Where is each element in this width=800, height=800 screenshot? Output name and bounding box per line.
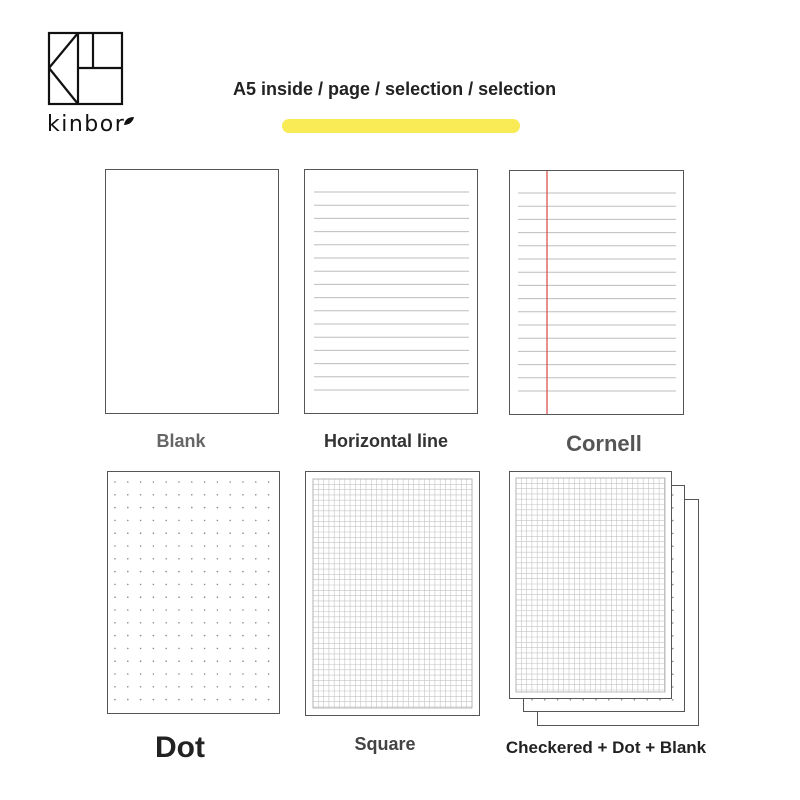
grid-dot: [165, 532, 167, 534]
grid-dot: [114, 532, 116, 534]
grid-dot: [178, 660, 180, 662]
grid-dot: [229, 635, 231, 637]
grid-dot: [217, 699, 219, 701]
grid-dot: [217, 571, 219, 573]
grid-dot: [217, 660, 219, 662]
grid-dot: [242, 545, 244, 547]
grid-dot: [178, 596, 180, 598]
grid-dot: [127, 622, 129, 624]
grid-dot: [217, 622, 219, 624]
grid-dot: [672, 686, 674, 688]
grid-dot: [140, 686, 142, 688]
grid-dot: [178, 545, 180, 547]
grid-dot: [204, 622, 206, 624]
grid-dot: [255, 481, 257, 483]
grid-dot: [140, 699, 142, 701]
grid-dot: [229, 686, 231, 688]
grid-dot: [255, 622, 257, 624]
grid-dot: [204, 596, 206, 598]
grid-dot: [153, 571, 155, 573]
grid-dot: [114, 584, 116, 586]
grid-dot: [255, 596, 257, 598]
grid-dot: [140, 609, 142, 611]
grid-dot: [153, 673, 155, 675]
grid-dot: [191, 622, 193, 624]
grid-dot: [178, 507, 180, 509]
grid-dot: [229, 545, 231, 547]
grid-dot: [165, 699, 167, 701]
grid-dot: [140, 507, 142, 509]
square-label: Square: [354, 734, 416, 754]
grid-dot: [178, 520, 180, 522]
grid-dot: [153, 699, 155, 701]
grid-dot: [191, 545, 193, 547]
grid-dot: [217, 494, 219, 496]
grid-dot: [217, 686, 219, 688]
grid-dot: [140, 545, 142, 547]
grid-dot: [165, 481, 167, 483]
cornell-lines: [510, 171, 683, 414]
checkered-page-stack-sample: [509, 471, 672, 699]
grid-dot: [114, 648, 116, 650]
grid-dot: [191, 596, 193, 598]
grid-dot: [191, 558, 193, 560]
cornell-page-sample: [509, 170, 684, 415]
grid-dot: [153, 532, 155, 534]
grid-dot: [242, 635, 244, 637]
grid-dot: [140, 673, 142, 675]
grid-dot: [204, 660, 206, 662]
grid-dot: [165, 545, 167, 547]
grid-dot: [672, 507, 674, 509]
grid-dot: [242, 584, 244, 586]
ruled-lines: [305, 170, 477, 413]
grid-dot: [178, 635, 180, 637]
page-title: A5 inside / page / selection / selection: [233, 79, 557, 99]
grid-dot: [153, 545, 155, 547]
grid-dot: [268, 481, 270, 483]
grid-dot: [229, 609, 231, 611]
grid-dot: [114, 558, 116, 560]
grid-dot: [217, 635, 219, 637]
grid-dot: [204, 507, 206, 509]
grid-dot: [127, 494, 129, 496]
grid-dot: [165, 520, 167, 522]
grid-dot: [191, 673, 193, 675]
grid-dot: [242, 596, 244, 598]
grid-dot: [255, 673, 257, 675]
grid-dot: [140, 520, 142, 522]
grid-dot: [672, 609, 674, 611]
grid-dot: [672, 648, 674, 650]
grid-dot: [165, 571, 167, 573]
grid-dot: [204, 481, 206, 483]
grid-dot: [204, 699, 206, 701]
grid-dot: [255, 494, 257, 496]
grid-dot: [229, 699, 231, 701]
grid-dot: [153, 494, 155, 496]
grid-dot: [165, 507, 167, 509]
grid-dot: [127, 532, 129, 534]
grid-dot: [242, 507, 244, 509]
grid-dot: [127, 686, 129, 688]
grid-dot: [178, 673, 180, 675]
grid-dot: [255, 571, 257, 573]
grid-dot: [204, 635, 206, 637]
grid-dot: [127, 673, 129, 675]
grid-dot: [268, 558, 270, 560]
grid-dot: [255, 545, 257, 547]
grid-dot: [268, 622, 270, 624]
grid-dot: [127, 507, 129, 509]
grid-dot: [229, 648, 231, 650]
grid-dot: [165, 596, 167, 598]
grid-dot: [672, 520, 674, 522]
grid-dot: [229, 558, 231, 560]
grid-dot: [672, 635, 674, 637]
grid-dot: [229, 571, 231, 573]
grid-dot: [672, 673, 674, 675]
grid-dot: [204, 673, 206, 675]
grid-dot: [191, 699, 193, 701]
grid-dot: [204, 609, 206, 611]
grid-dot: [268, 596, 270, 598]
grid-dot: [178, 571, 180, 573]
grid-dot: [672, 622, 674, 624]
grid-dot: [114, 699, 116, 701]
grid-dot: [165, 609, 167, 611]
grid-dot: [204, 686, 206, 688]
grid-dot: [127, 596, 129, 598]
grid-dot: [217, 558, 219, 560]
grid-dot: [217, 648, 219, 650]
grid-dot: [127, 699, 129, 701]
grid-dot: [165, 622, 167, 624]
grid-dot: [217, 545, 219, 547]
grid-dot: [268, 545, 270, 547]
grid-dot: [153, 584, 155, 586]
grid-dot: [153, 609, 155, 611]
horizontal-line-page-sample: [304, 169, 478, 414]
grid-dot: [140, 481, 142, 483]
grid-dot: [229, 673, 231, 675]
grid-dot: [672, 571, 674, 573]
grid-dot: [672, 584, 674, 586]
grid-dot: [165, 660, 167, 662]
grid-dot: [153, 622, 155, 624]
grid-dot: [268, 686, 270, 688]
grid-dot: [114, 686, 116, 688]
grid-dot: [204, 584, 206, 586]
grid-dot: [114, 481, 116, 483]
grid-dot: [140, 584, 142, 586]
grid-dot: [140, 648, 142, 650]
grid-dot: [229, 481, 231, 483]
dot-page-sample: [107, 471, 280, 714]
grid-dot: [178, 584, 180, 586]
grid-dot: [165, 673, 167, 675]
grid-dot: [217, 609, 219, 611]
grid-dot: [204, 558, 206, 560]
grid-dot: [165, 648, 167, 650]
grid-dot: [268, 635, 270, 637]
grid-dot: [140, 622, 142, 624]
grid-dot: [153, 660, 155, 662]
grid-dot: [114, 507, 116, 509]
grid-dot: [255, 558, 257, 560]
grid-dot: [140, 635, 142, 637]
grid-dot: [114, 596, 116, 598]
grid-dot: [217, 520, 219, 522]
grid-dot: [229, 584, 231, 586]
grid-dot: [268, 699, 270, 701]
grid-dot: [165, 584, 167, 586]
grid-dot: [204, 571, 206, 573]
grid-dot: [178, 686, 180, 688]
grid-dot: [140, 660, 142, 662]
grid-dot: [178, 699, 180, 701]
grid-dot: [127, 571, 129, 573]
grid-dot: [229, 494, 231, 496]
grid-dot: [217, 596, 219, 598]
grid-dot: [191, 571, 193, 573]
grid-dot: [204, 532, 206, 534]
grid-dot: [204, 520, 206, 522]
grid-dot: [127, 660, 129, 662]
grid-dot: [191, 635, 193, 637]
grid-dot: [114, 609, 116, 611]
grid-dot: [178, 648, 180, 650]
grid-dot: [217, 673, 219, 675]
grid-dot: [268, 571, 270, 573]
grid-dot: [178, 481, 180, 483]
grid-dot: [191, 584, 193, 586]
grid-dot: [153, 507, 155, 509]
grid-dot: [204, 648, 206, 650]
grid-dot: [127, 558, 129, 560]
grid-dot: [268, 507, 270, 509]
grid-border: [516, 478, 665, 692]
grid-dot: [165, 686, 167, 688]
grid-dot: [672, 699, 674, 701]
grid-dot: [140, 558, 142, 560]
grid-dot: [191, 494, 193, 496]
grid-dot: [127, 609, 129, 611]
grid-dot: [114, 545, 116, 547]
blank-label: Blank: [156, 431, 206, 451]
grid-dot: [672, 533, 674, 535]
grid-dot: [268, 660, 270, 662]
grid-dot: [217, 584, 219, 586]
grid-dot: [255, 507, 257, 509]
grid-dot: [114, 660, 116, 662]
grid-dot: [127, 481, 129, 483]
grid-dot: [255, 648, 257, 650]
grid-dot: [242, 558, 244, 560]
stack-square-grid: [510, 472, 671, 698]
grid-dot: [178, 558, 180, 560]
grid-dot: [242, 609, 244, 611]
grid-dot: [672, 597, 674, 599]
dot-label: Dot: [155, 731, 205, 764]
grid-dot: [178, 622, 180, 624]
grid-dot: [165, 635, 167, 637]
grid-dot: [165, 494, 167, 496]
grid-dot: [242, 699, 244, 701]
grid-dot: [242, 481, 244, 483]
grid-dot: [178, 609, 180, 611]
grid-dot: [127, 635, 129, 637]
grid-dot: [242, 673, 244, 675]
kb-monogram-icon: [48, 32, 124, 105]
grid-dot: [191, 660, 193, 662]
grid-dot: [153, 596, 155, 598]
grid-dot: [191, 609, 193, 611]
grid-dot: [268, 648, 270, 650]
brand-logo: [48, 32, 124, 105]
grid-dot: [268, 494, 270, 496]
grid-dot: [672, 545, 674, 547]
blank-page-sample: [105, 169, 279, 414]
grid-dot: [178, 494, 180, 496]
grid-dot: [127, 584, 129, 586]
grid-dot: [255, 520, 257, 522]
grid-dot: [242, 520, 244, 522]
grid-dot: [114, 673, 116, 675]
grid-dot: [242, 686, 244, 688]
grid-dot: [229, 596, 231, 598]
grid-dot: [191, 686, 193, 688]
grid-dot: [204, 494, 206, 496]
grid-dot: [114, 494, 116, 496]
grid-dot: [114, 635, 116, 637]
grid-dot: [229, 520, 231, 522]
grid-dot: [191, 481, 193, 483]
grid-dot: [229, 532, 231, 534]
title-highlight-bar: [282, 119, 520, 133]
square-page-sample: [305, 471, 480, 716]
checkered-dot-blank-label: Checkered + Dot + Blank: [505, 738, 707, 757]
grid-dot: [204, 545, 206, 547]
grid-dot: [672, 494, 674, 496]
grid-dot: [114, 520, 116, 522]
brand-name: kinbor: [47, 112, 125, 137]
grid-dot: [242, 532, 244, 534]
grid-dot: [229, 507, 231, 509]
grid-dot: [242, 660, 244, 662]
grid-dot: [242, 494, 244, 496]
grid-dot: [242, 571, 244, 573]
grid-dot: [672, 558, 674, 560]
grid-dot: [165, 558, 167, 560]
grid-dot: [153, 648, 155, 650]
grid-dot: [140, 494, 142, 496]
grid-dot: [127, 648, 129, 650]
grid-dot: [217, 532, 219, 534]
grid-dot: [242, 622, 244, 624]
grid-dot: [114, 571, 116, 573]
grid-dot: [191, 532, 193, 534]
cornell-label: Cornell: [566, 431, 642, 456]
grid-dot: [127, 520, 129, 522]
grid-dot: [140, 532, 142, 534]
grid-dot: [255, 584, 257, 586]
grid-dot: [178, 532, 180, 534]
leaf-icon: [123, 116, 135, 126]
grid-dot: [255, 660, 257, 662]
grid-dot: [217, 507, 219, 509]
grid-dot: [191, 648, 193, 650]
grid-dot: [268, 673, 270, 675]
grid-dot: [153, 481, 155, 483]
grid-dot: [127, 545, 129, 547]
grid-dot: [114, 622, 116, 624]
grid-dot: [191, 520, 193, 522]
horizontal-line-label: Horizontal line: [323, 431, 448, 451]
grid-dot: [268, 609, 270, 611]
grid-dot: [217, 481, 219, 483]
grid-dot: [229, 622, 231, 624]
grid-dot: [255, 699, 257, 701]
grid-dot: [268, 532, 270, 534]
grid-dot: [191, 507, 193, 509]
grid-dot: [229, 660, 231, 662]
grid-dot: [255, 635, 257, 637]
grid-dot: [268, 520, 270, 522]
grid-dot: [153, 520, 155, 522]
grid-dot: [672, 661, 674, 663]
grid-dot: [153, 558, 155, 560]
grid-dot: [242, 648, 244, 650]
square-grid: [306, 472, 479, 715]
grid-dot: [153, 686, 155, 688]
grid-dot: [140, 596, 142, 598]
grid-dot: [255, 609, 257, 611]
grid-dot: [255, 686, 257, 688]
grid-dot: [255, 532, 257, 534]
grid-dot: [153, 635, 155, 637]
dot-grid: [108, 472, 279, 713]
grid-dot: [140, 571, 142, 573]
grid-dot: [268, 584, 270, 586]
